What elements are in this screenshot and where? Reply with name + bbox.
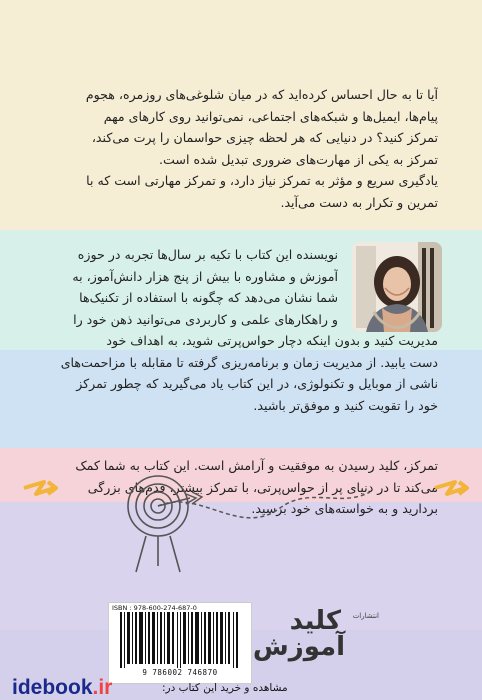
intro-line: تمرکز به یکی از مهارت‌های ضروری تبدیل شده است.	[159, 151, 438, 167]
method-paragraph	[48, 330, 438, 416]
barcode-icon	[120, 612, 240, 668]
publisher-name-top: کلید	[289, 606, 341, 636]
watermark-tagline: مشاهده و خرید این کتاب در:	[162, 682, 288, 694]
author-photo	[352, 242, 442, 332]
site-watermark[interactable]	[12, 676, 112, 698]
intro-paragraph	[48, 84, 438, 213]
isbn-text: ISBN : 978-600-274-687-0	[112, 604, 197, 612]
lightning-icon	[435, 482, 467, 494]
method-line: ناشی از موبایل و تکنولوژی، در این کتاب یاد می‌گیرید که چطور تمرکز	[76, 376, 438, 391]
author-portrait-icon	[352, 242, 442, 332]
intro-line: تمرکز کنید؟ در دنیایی که هر لحظه چیزی حواسمان را پرت می‌کند،	[91, 130, 438, 145]
intro-line: پیام‌ها، ایمیل‌ها و شبکه‌های اجتماعی، نمی‌توانید روی کارهای مهم	[103, 108, 438, 124]
watermark-tld: .ir	[92, 676, 113, 699]
closing-line: تمرکز، کلید رسیدن به موفقیت و آرامش است. این کتاب به شما کمک	[75, 458, 438, 473]
intro-line: آیا تا به حال احساس کرده‌اید که در میان شلوغی‌های روزمره، هجوم	[85, 87, 438, 102]
author-paragraph	[48, 244, 338, 330]
method-line: خود را تقویت کنید و موفق‌تر باشید.	[253, 397, 438, 413]
author-line: آموزش و مشاوره با بیش از پنج هزار دانش‌آموز، به	[72, 268, 338, 284]
watermark-brand: idebook	[12, 676, 93, 699]
barcode-digits: 9 786002 746870	[142, 668, 218, 677]
lightning-icon	[24, 482, 56, 494]
author-line: و راهکارهای علمی و کاربردی می‌توانید ذهن خود را	[73, 311, 338, 327]
arrow-icon	[158, 492, 370, 518]
closing-line: می‌کند تا در دنیای پر از حواس‌پرتی، با تمرکز بیشتر، قدم‌های بزرگی	[87, 479, 438, 495]
author-line: نویسنده این کتاب با تکیه بر سال‌ها تجربه در حوزه	[77, 247, 338, 262]
author-line: شما نشان می‌دهد که چگونه با استفاده از تکنیک‌ها	[79, 290, 338, 305]
closing-line: بردارید و به خواسته‌های خود برسید.	[251, 501, 438, 516]
target-illustration	[10, 448, 480, 598]
method-line: مدیریت کنید و بدون اینکه دچار حواس‌پرتی شوید، به اهداف خود	[106, 333, 438, 348]
publisher-logo	[252, 606, 379, 666]
publisher-prefix: انتشارات	[352, 612, 379, 620]
intro-line: تمرین و تکرار به دست می‌آید.	[280, 194, 438, 210]
intro-line: یادگیری سریع و مؤثر به تمرکز نیاز دارد، و تمرکز مهارتی است که با	[86, 173, 438, 188]
spiral-target-icon	[128, 476, 188, 572]
method-line: دست یابید. از مدیریت زمان و برنامه‌ریزی گرفته تا مقابله با مزاحمت‌های	[60, 354, 438, 370]
publisher-name-bottom: آموزش	[252, 632, 345, 662]
